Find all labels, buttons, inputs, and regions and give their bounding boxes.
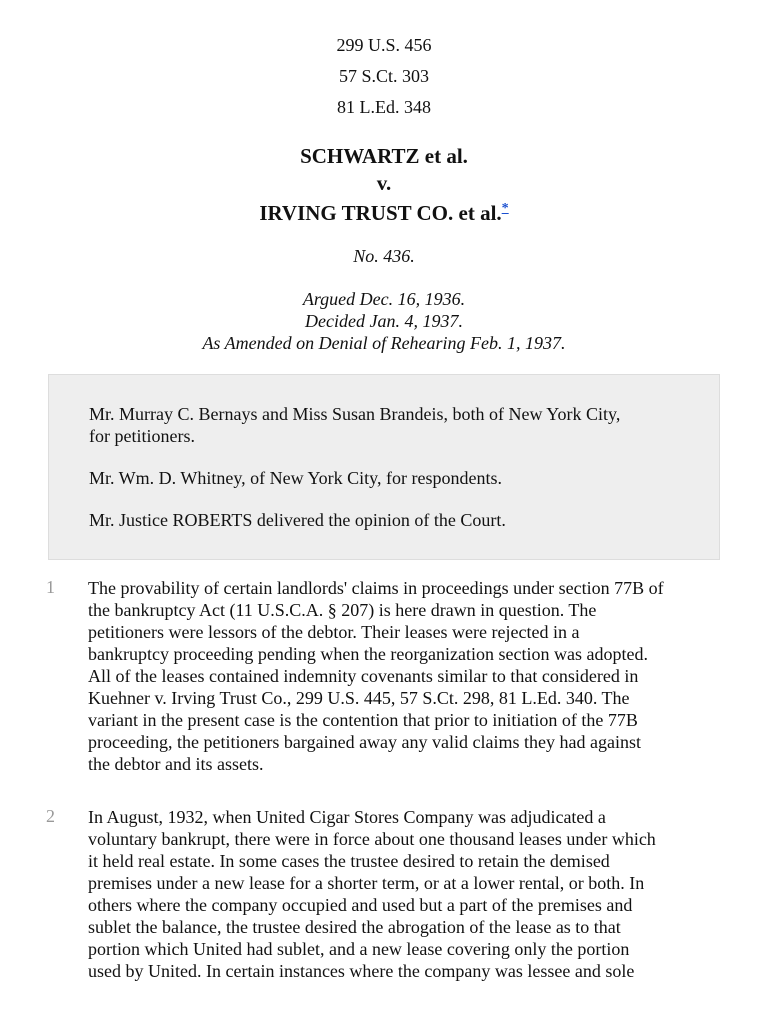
- citation-sct: 57 S.Ct. 303: [338, 66, 430, 86]
- paragraph-line: the bankruptcy Act (11 U.S.C.A. § 207) is here drawn in question. The: [88, 600, 597, 620]
- paragraph-line: portion which United had sublet, and a new lease covering only the portion: [88, 939, 630, 959]
- paragraph-line: All of the leases contained indemnity covenants similar to that considered in: [88, 666, 639, 686]
- paragraph-line: it held real estate. In some cases the trustee desired to retain the demised: [88, 851, 610, 871]
- paragraph-line: sublet the balance, the trustee desired the abrogation of the lease as to that: [88, 917, 621, 937]
- paragraph-number[interactable]: 1: [46, 577, 55, 597]
- paragraph-line: voluntary bankrupt, there were in force about one thousand leases under which: [88, 829, 656, 849]
- paragraph-line: others where the company occupied and used but a part of the premises and: [88, 895, 633, 915]
- counsel-petitioners: [89, 403, 620, 447]
- counsel-respondents: Mr. Wm. D. Whitney, of New York City, for respondents.: [89, 468, 502, 488]
- respondent-name: IRVING TRUST CO. et al.: [259, 201, 502, 225]
- title-versus: v.: [376, 170, 392, 195]
- paragraph-line: bankruptcy proceeding pending when the reorganization section was adopted.: [88, 644, 648, 664]
- argued-date: Argued Dec. 16, 1936.: [302, 289, 466, 309]
- paragraph-line: premises under a new lease for a shorter term, or at a lower rental, or both. In: [88, 873, 645, 893]
- paragraph-line: used by United. In certain instances where the company was lessee and sole: [88, 961, 635, 981]
- counsel-petitioners-line: Mr. Murray C. Bernays and Miss Susan Brandeis, both of New York City,: [89, 404, 621, 424]
- opinion-author: Mr. Justice ROBERTS delivered the opinion of the Court.: [89, 510, 506, 530]
- paragraph-line: In August, 1932, when United Cigar Stores Company was adjudicated a: [88, 807, 606, 827]
- title-petitioner: SCHWARTZ et al.: [300, 144, 468, 168]
- citation-led: 81 L.Ed. 348: [337, 97, 431, 117]
- dates: [0, 288, 768, 354]
- paragraph-line: the debtor and its assets.: [88, 754, 264, 774]
- case-title: [0, 143, 768, 227]
- docket-number: No. 436.: [353, 246, 415, 266]
- amended-date: As Amended on Denial of Rehearing Feb. 1, 1937.: [202, 333, 566, 353]
- title-respondent: [0, 196, 768, 227]
- paragraph-line: variant in the present case is the contention that prior to initiation of the 77B: [88, 710, 638, 730]
- paragraph-line: proceeding, the petitioners bargained away any valid claims they had against: [88, 732, 641, 752]
- decided-date: Decided Jan. 4, 1937.: [305, 311, 463, 331]
- paragraph-line: petitioners were lessors of the debtor. Their leases were rejected in a: [88, 622, 580, 642]
- footnote-link[interactable]: *: [501, 201, 509, 216]
- counsel-petitioners-line: for petitioners.: [89, 426, 195, 446]
- citation-us: 299 U.S. 456: [336, 35, 432, 55]
- counsel-box: [48, 374, 720, 560]
- paragraph-line: Kuehner v. Irving Trust Co., 299 U.S. 445, 57 S.Ct. 298, 81 L.Ed. 340. The: [88, 688, 630, 708]
- paragraph: [88, 806, 656, 982]
- paragraph-line: The provability of certain landlords' claims in proceedings under section 77B of: [88, 578, 664, 598]
- citations: [0, 30, 768, 123]
- paragraph: [88, 577, 664, 775]
- paragraph-number[interactable]: 2: [46, 806, 55, 826]
